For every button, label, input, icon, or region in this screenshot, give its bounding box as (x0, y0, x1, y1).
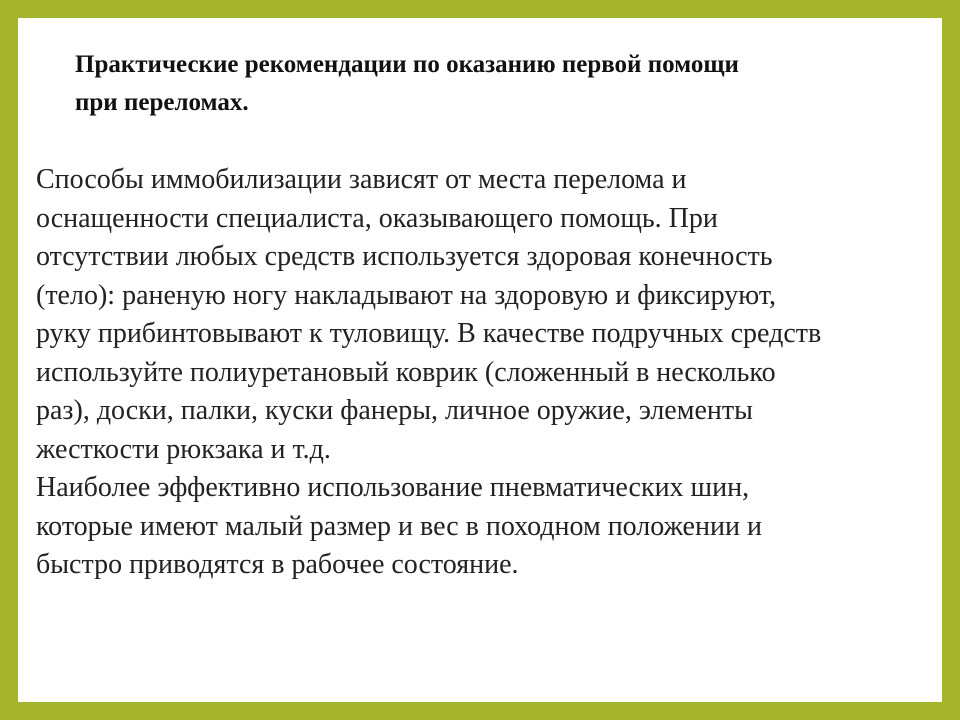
title-line: Практические рекомендации по оказанию первой помощи (75, 51, 739, 78)
body-line: отсутствии любых средств используется здоровая конечность (36, 241, 773, 272)
body-line: используйте полиуретановый коврик (сложенный в несколько (36, 356, 776, 388)
paragraph-pneumatic-splints (36, 469, 936, 585)
title-line: при переломах. (75, 89, 249, 116)
body-line: Наиболее эффективно использование пневматических шин, (36, 472, 750, 503)
body-line: (тело): раненую ногу накладывают на здоровую и фиксируют, (36, 279, 776, 311)
paragraph-immobilization (36, 161, 936, 469)
body-line: раз), доски, палки, куски фанеры, личное оружие, элементы (36, 395, 753, 426)
body-line: которые имеют малый размер и вес в походном положении и (36, 510, 762, 542)
body-line: Способы иммобилизации зависят от места перелома и (36, 164, 687, 195)
body-line: жесткости рюкзака и т.д. (36, 433, 331, 465)
slide-body (36, 161, 936, 585)
slide-title (75, 46, 935, 122)
body-line: оснащенности специалиста, оказывающего помощь. При (36, 202, 718, 234)
body-line: руку прибинтовывают к туловищу. В качестве подручных средств (36, 318, 822, 349)
body-line: быстро приводятся в рабочее состояние. (36, 549, 519, 580)
slide-frame (18, 18, 942, 702)
